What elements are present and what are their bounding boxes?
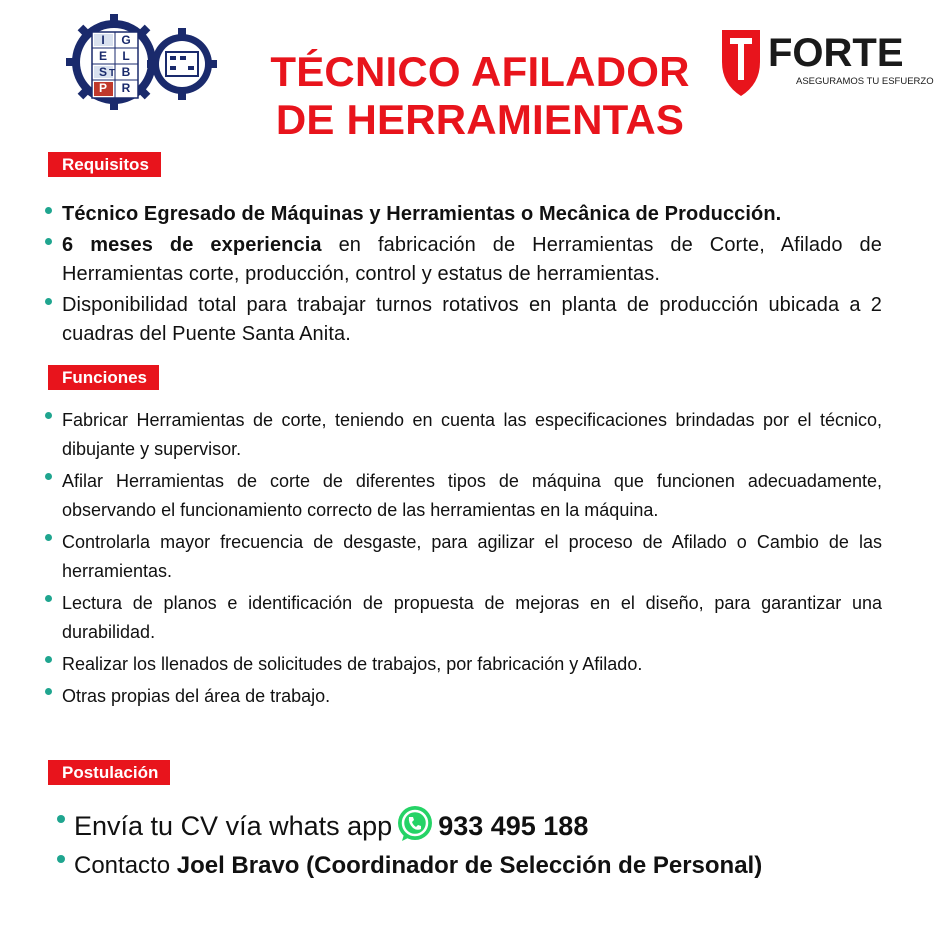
list-item: Disponibilidad total para trabajar turnos rotativos en planta de producción ubicada a 2 cuadras del Puente Santa Anita.: [40, 291, 882, 349]
logo-letter: P: [98, 81, 108, 95]
contact-name: Joel Bravo (Coordinador de Selección de Personal): [176, 852, 763, 879]
logo-letter: E: [98, 49, 108, 63]
bullet-icon: [45, 595, 52, 602]
bullet-icon: [57, 815, 65, 823]
bullet-icon: [45, 534, 52, 541]
forte-slogan: ASEGURAMOS TU ESFUERZO: [796, 76, 934, 87]
list-item: Realizar los llenados de solicitudes de trabajos, por fabricación y Afilado.: [40, 650, 882, 679]
funciones-list: [40, 406, 882, 714]
phone-number: 933 495 188: [438, 811, 589, 841]
bullet-icon: [45, 412, 52, 419]
logo-letter: R: [121, 81, 131, 95]
contact-line: Contacto Joel Bravo (Coordinador de Selección de Personal): [52, 846, 894, 886]
bullet-icon: [45, 656, 52, 663]
section-postulacion-label: Postulación: [48, 760, 170, 785]
forte-brand: FORTE: [768, 31, 904, 75]
bullet-icon: [45, 298, 52, 305]
list-item: Otras propias del área de trabajo.: [40, 682, 882, 711]
list-item: 6 meses de experiencia en fabricación de Herramientas de Corte, Afilado de Herramientas corte, producción, control y estatus de herramientas.: [40, 231, 882, 289]
cv-instruction: Envía tu CV vía whats app 933 495 188: [52, 806, 894, 846]
list-item: Fabricar Herramientas de corte, teniendo en cuenta las especificaciones brindadas por el técnico, dibujante y supervisor.: [40, 406, 882, 464]
list-item: Afilar Herramientas de corte de diferentes tipos de máquina que funcionen adecuadamente, observando el funcionamiento correcto de las herramientas en la máquina.: [40, 467, 882, 525]
bullet-icon: [45, 238, 52, 245]
list-item: Lectura de planos e identificación de propuesta de mejoras en el diseño, para garantizar una durabilidad.: [40, 589, 882, 647]
gear-right-icon: [147, 28, 217, 100]
section-requisitos-label: Requisitos: [48, 152, 161, 177]
postulacion-list: [52, 806, 894, 886]
title-line-1: TÉCNICO AFILADOR: [270, 48, 690, 95]
institute-logo: [62, 12, 222, 112]
requisitos-list: [40, 200, 882, 351]
bullet-icon: [45, 207, 52, 214]
forte-shield-icon: [718, 22, 934, 102]
logo-letter: B: [121, 65, 131, 79]
forte-logo: [718, 22, 934, 102]
logo-letter: I: [101, 33, 105, 47]
page-title: [240, 48, 720, 144]
logo-letter: T: [109, 68, 116, 79]
bullet-icon: [45, 473, 52, 480]
logo-letter: L: [122, 49, 130, 63]
title-line-2: DE HERRAMIENTAS: [275, 96, 685, 143]
section-funciones-label: Funciones: [48, 365, 159, 390]
logo-letter: S: [98, 65, 108, 79]
bullet-icon: [57, 855, 65, 863]
bullet-icon: [45, 688, 52, 695]
logo-letter: G: [121, 33, 131, 47]
list-item: Controlarla mayor frecuencia de desgaste, para agilizar el proceso de Afilado o Cambio de las herramientas.: [40, 528, 882, 586]
whatsapp-icon: [394, 803, 436, 845]
list-item: Técnico Egresado de Máquinas y Herramientas o Mecânica de Producción.: [40, 200, 882, 229]
